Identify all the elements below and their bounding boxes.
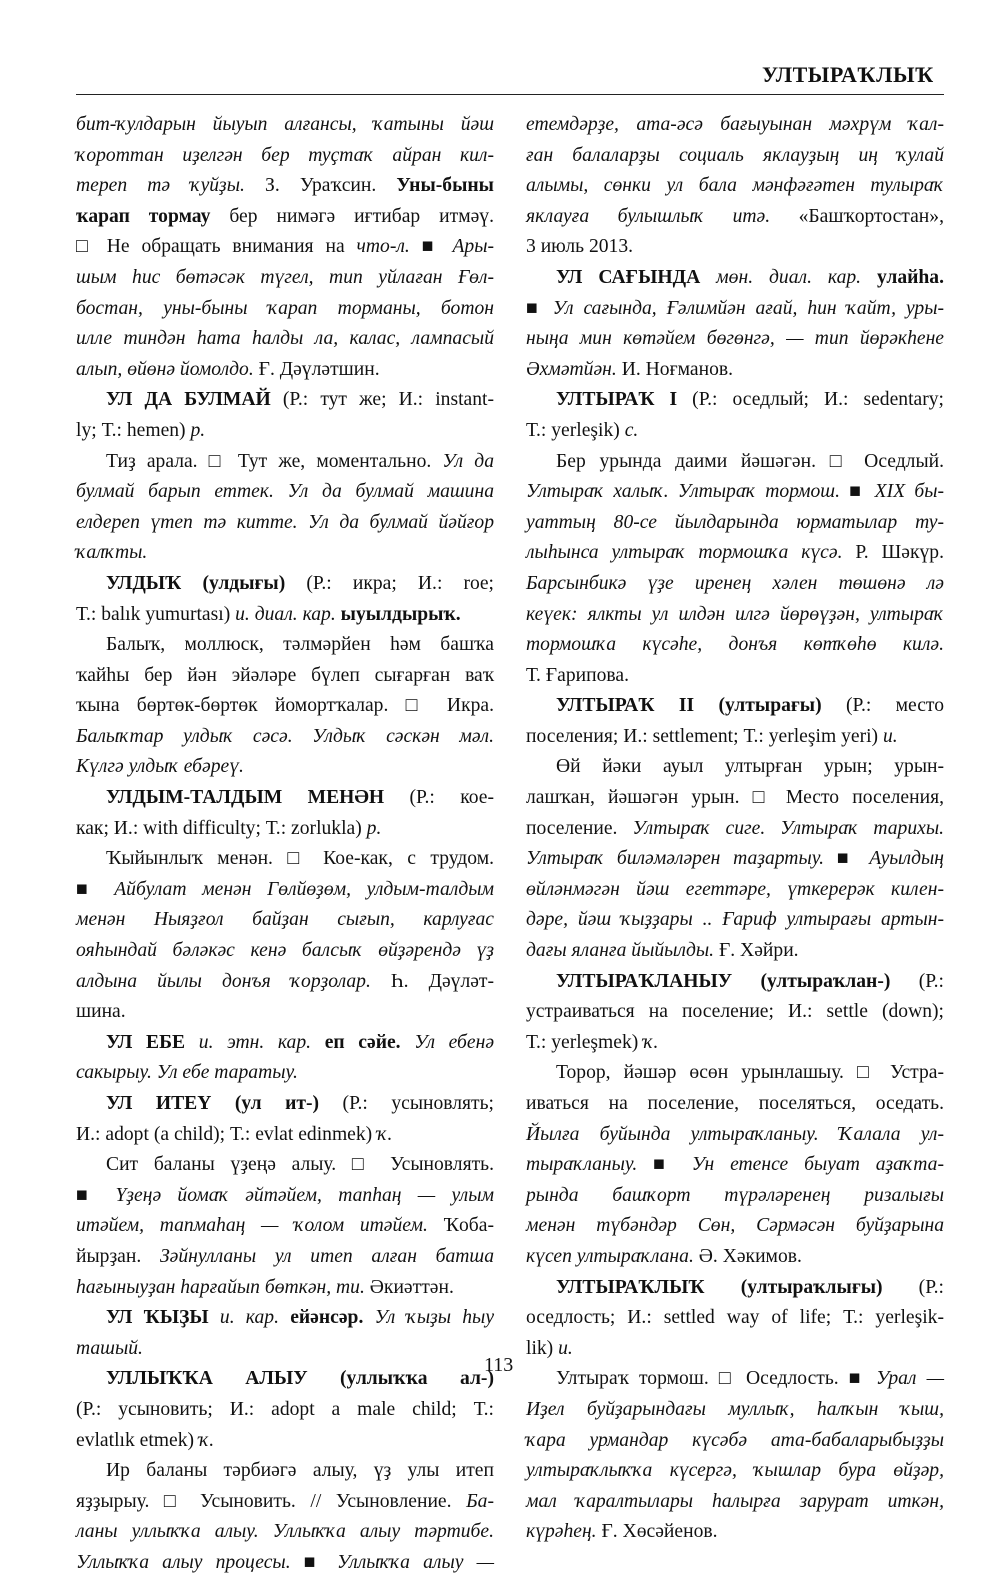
italic-text: менән Ныяҙғол байҙан сығып, карлуғас bbox=[76, 909, 494, 931]
italic-text: өйләнмәгән йәш егеттәре, үткерерәк килен- bbox=[526, 878, 944, 900]
italic-text: Уллыҡҡа алыу процесы. bbox=[76, 1551, 304, 1573]
italic-text: күсеп ултыраҡлана. bbox=[526, 1245, 699, 1267]
text-line bbox=[76, 752, 494, 783]
italic-text: алып, өйөнә йомолдо. bbox=[76, 358, 259, 380]
text-line bbox=[526, 1487, 944, 1518]
text-line bbox=[76, 508, 494, 539]
italic-text: ныңа мин көтәйем бөгөнгә, — тип йөрәкһене bbox=[526, 328, 944, 350]
italic-text: ташый. bbox=[76, 1337, 143, 1359]
text-line bbox=[526, 875, 944, 906]
header-rule bbox=[76, 94, 944, 95]
text-run: (Р.: икра; И.: roe; bbox=[285, 572, 494, 594]
italic-text: ҡ. bbox=[198, 1429, 215, 1451]
text-run bbox=[209, 1307, 220, 1328]
italic-text: р. bbox=[366, 817, 382, 839]
italic-text: Ул да bbox=[442, 450, 495, 472]
text-line bbox=[76, 661, 494, 692]
text-line bbox=[526, 1517, 944, 1548]
text-run: Тиҙ арала. □ Тут же, моментально. bbox=[106, 450, 443, 472]
page-number: 113 bbox=[484, 1354, 514, 1376]
text-line bbox=[526, 1181, 944, 1212]
text-run: поселения; И.: settlement; Т.: yerleşim yeri) bbox=[526, 725, 883, 747]
italic-text: Ул ебенә bbox=[414, 1031, 495, 1053]
text-line bbox=[76, 1181, 494, 1212]
text-line bbox=[76, 1548, 494, 1579]
italic-text: р. bbox=[190, 419, 206, 441]
headword: УЛТЫРАҠ I bbox=[556, 389, 678, 411]
italic-text: ҡалҡты. bbox=[76, 542, 148, 564]
italic-text: и. bbox=[558, 1337, 573, 1359]
text-line bbox=[76, 1058, 494, 1089]
text-line bbox=[526, 661, 944, 692]
text-line bbox=[76, 600, 494, 631]
italic-text: Ултыраҡ халыҡ. Ултыраҡ тормош. bbox=[526, 481, 850, 503]
italic-text: лыһынса ултыраҡ тормошҡа күсә. bbox=[526, 542, 856, 564]
italic-text: ланы уллыҡҡа алыу. Уллыҡҡа алыу тәртибе. bbox=[76, 1521, 494, 1543]
text-line bbox=[76, 569, 494, 600]
italic-text: итәйем, тапмаһаң — ҡолом итәйем. bbox=[76, 1215, 444, 1237]
text-run bbox=[279, 1307, 290, 1328]
text-run: (Р.: оседлый; И.: sedentary; bbox=[677, 389, 945, 411]
text-run: (Р.: bbox=[890, 970, 945, 992]
text-line bbox=[526, 905, 944, 936]
text-run: 3 июль 2013. bbox=[526, 236, 634, 258]
text-run: ■ bbox=[409, 236, 453, 258]
text-line bbox=[526, 110, 944, 141]
text-line bbox=[76, 385, 494, 416]
italic-text: кеүек: ялкты ул илдән илгә йөрөүҙән, ултыраҡ bbox=[526, 603, 944, 625]
text-line bbox=[526, 1426, 944, 1457]
headword: УЛДЫҠ (улдығы) bbox=[106, 572, 286, 594]
italic-text: Ба- bbox=[466, 1490, 494, 1512]
text-run: Ултыраҡ тормош. □ Оседлость. ■ bbox=[556, 1368, 876, 1390]
text-run: Һ. Дәүләт- bbox=[390, 970, 495, 992]
italic-text: ҡ. bbox=[643, 1031, 659, 1053]
text-run bbox=[311, 1032, 325, 1053]
text-line bbox=[76, 1273, 494, 1304]
text-run bbox=[363, 1307, 374, 1328]
text-line bbox=[526, 1303, 944, 1334]
italic-text: һағыныуҙан һарғайып бөткән, ти. bbox=[76, 1276, 370, 1298]
text-run bbox=[861, 267, 877, 288]
text-line bbox=[76, 110, 494, 141]
italic-text: алымы, сөнки ул бала мәнфәғәтен тулыраҡ bbox=[526, 175, 944, 197]
text-line bbox=[526, 1028, 944, 1059]
text-line bbox=[76, 691, 494, 722]
italic-text: етемдәрҙе, ата-әсә бағыуынан мәхрүм ҡал- bbox=[526, 114, 944, 135]
headword: ыуылдырыҡ. bbox=[340, 603, 461, 625]
text-line bbox=[76, 1303, 494, 1334]
text-line bbox=[526, 1150, 944, 1181]
italic-text: ҡороттан иҙелгән бер туҫтаҡ айран кил- bbox=[76, 144, 494, 166]
text-line bbox=[526, 232, 944, 263]
text-line bbox=[76, 1517, 494, 1548]
text-line bbox=[526, 447, 944, 478]
text-line bbox=[526, 814, 944, 845]
text-line bbox=[526, 1364, 944, 1395]
text-run bbox=[185, 1032, 199, 1053]
text-line bbox=[76, 997, 494, 1028]
text-line bbox=[76, 263, 494, 294]
text-run: evlatlık etmek) bbox=[76, 1429, 199, 1451]
text-line bbox=[76, 171, 494, 202]
italic-text: алдына йылы донъя ҡорҙолар. bbox=[76, 970, 391, 992]
text-line bbox=[76, 1364, 494, 1395]
text-run bbox=[700, 267, 716, 288]
text-line bbox=[526, 997, 944, 1028]
italic-text: тыраҡланыу. bbox=[526, 1154, 654, 1176]
headword: УЛ САҒЫНДА bbox=[556, 266, 701, 288]
text-run: И.: adopt (a child); Т.: evlat edinmek) bbox=[76, 1123, 378, 1145]
text-line bbox=[76, 294, 494, 325]
left-column bbox=[76, 110, 494, 1579]
text-line bbox=[76, 967, 494, 998]
italic-text: ояһындай бәләкәс кенә балсыҡ өйҙәрендә үҙ bbox=[76, 940, 494, 962]
italic-text: с. bbox=[624, 419, 639, 441]
text-run: Сит баланы үҙеңә алыу. □ Усыновлять. bbox=[106, 1154, 494, 1176]
text-run: Т. Ғарипова. bbox=[526, 664, 629, 686]
text-run: иваться на поселение, поселяться, оседать. bbox=[526, 1093, 944, 1114]
text-line bbox=[76, 1456, 494, 1487]
italic-text: Уллыҡҡа алыу — bbox=[336, 1551, 494, 1573]
text-run: □ Не обращать внимания на bbox=[76, 236, 357, 258]
italic-text: рында башҡорт түрәләренең ризалығы bbox=[526, 1184, 944, 1206]
text-line bbox=[76, 202, 494, 233]
italic-text: Урал — bbox=[875, 1368, 944, 1390]
italic-text: и. этн. кар. bbox=[198, 1031, 312, 1053]
text-run: Т.: yerleşmek) bbox=[526, 1031, 644, 1053]
italic-text: Ултыраҡ биләмәләрен таҙартыу. bbox=[526, 848, 837, 870]
text-run: устраиваться на поселение; И.: settle (down); bbox=[526, 1001, 944, 1023]
headword: УЛТЫРАҠЛЫҠ (ултыраҡлығы) bbox=[556, 1276, 883, 1298]
headword: Уны-быны bbox=[396, 175, 494, 197]
headword: ейәнсәр. bbox=[290, 1307, 364, 1329]
text-run: Торор, йәшәр өсөн урынлашыу. □ Устра- bbox=[556, 1062, 944, 1084]
text-run: как; И.: with difficulty; Т.: zorlukla) bbox=[76, 817, 367, 839]
italic-text: ған балаларҙы социаль яклауҙың иң ҡулай bbox=[526, 144, 944, 166]
italic-text: Ары- bbox=[452, 236, 494, 258]
text-run: ■ bbox=[653, 1154, 692, 1176]
italic-text: бостан, уны-быны ҡарап торманы, ботон bbox=[76, 297, 494, 319]
text-line bbox=[526, 630, 944, 661]
text-line bbox=[526, 324, 944, 355]
italic-text: Йылға буйында ултыраҡланыу. Ҡалала ул- bbox=[526, 1123, 944, 1145]
text-line bbox=[526, 171, 944, 202]
text-line bbox=[526, 569, 944, 600]
text-run: Ҡоба- bbox=[443, 1215, 494, 1237]
italic-text: и. диал. кар. bbox=[235, 603, 341, 625]
text-run: «Башҡортостан», bbox=[798, 205, 944, 227]
text-run: ■ bbox=[76, 878, 115, 900]
text-line bbox=[526, 1334, 944, 1365]
headword: УЛ ҠЫҘЫ bbox=[106, 1307, 209, 1329]
text-line bbox=[526, 722, 944, 753]
text-line bbox=[526, 202, 944, 233]
text-line bbox=[526, 1242, 944, 1273]
headword: УЛТЫРАҠЛАНЫУ (ултыраҡлан-) bbox=[556, 970, 891, 992]
text-line bbox=[526, 844, 944, 875]
text-run: ҡайһы бер йән эйәләре бүлеп сығарған ваҡ bbox=[76, 664, 494, 686]
italic-text: күрәһең. bbox=[526, 1521, 602, 1543]
italic-text: что-л. bbox=[356, 236, 410, 258]
italic-text: дағы яланға йыйылды. bbox=[526, 940, 719, 962]
text-line bbox=[526, 477, 944, 508]
text-line bbox=[76, 1395, 494, 1426]
italic-text: шым һис бөтәсәк түгел, тип уйлаған Ғөл- bbox=[76, 266, 494, 288]
text-line bbox=[76, 355, 494, 386]
headword: улайһа. bbox=[877, 266, 944, 288]
headword: УЛДЫМ-ТАЛДЫМ МЕНӘН bbox=[106, 787, 385, 809]
text-run: шина. bbox=[76, 1001, 126, 1023]
italic-text: ултыраҡлыҡҡа күсергә, ҡышлар бура өйҙәр, bbox=[526, 1460, 944, 1482]
text-line bbox=[76, 1028, 494, 1059]
italic-text: тормошҡа күсәһе, донъя көтҡөһө килә. bbox=[526, 634, 944, 656]
text-run: ■ bbox=[526, 297, 553, 319]
text-run: ■ bbox=[849, 481, 875, 503]
italic-text: мөн. диал. кар. bbox=[716, 266, 862, 288]
headword: УЛТЫРАҠ II (ултырағы) bbox=[556, 695, 822, 717]
text-run: йырҙан. bbox=[76, 1245, 160, 1267]
text-line bbox=[526, 294, 944, 325]
text-run: Ғ. Хөсәйенов. bbox=[601, 1521, 718, 1543]
text-line bbox=[526, 263, 944, 294]
text-run: ly; Т.: hemen) bbox=[76, 419, 191, 441]
text-line bbox=[526, 141, 944, 172]
text-line bbox=[76, 1089, 494, 1120]
text-line bbox=[76, 783, 494, 814]
italic-text: менән түбәндәр Сөн, Сәрмәсән буйҙарына bbox=[526, 1215, 944, 1237]
text-line bbox=[76, 936, 494, 967]
text-line bbox=[76, 875, 494, 906]
running-head: УЛТЫРАҠЛЫҠ bbox=[762, 62, 934, 87]
text-line bbox=[526, 1456, 944, 1487]
italic-text: Ауылдың bbox=[869, 848, 944, 870]
text-line bbox=[76, 722, 494, 753]
text-line bbox=[526, 600, 944, 631]
text-run: ҡына бөртөк-бөртөк йомортҡалар. □ Икра. bbox=[76, 695, 494, 717]
text-line bbox=[76, 1211, 494, 1242]
italic-text: Айбулат менән Гөлйөҙөм, улдым-талдым bbox=[114, 878, 494, 900]
italic-text: Зәйнулланы ул итеп алған батша bbox=[159, 1245, 494, 1267]
text-line bbox=[526, 538, 944, 569]
text-run: Ғ. Дәүләтшин. bbox=[258, 358, 380, 380]
italic-text: бит-ҡулдарын йыуып алғансы, ҡатыны йәш bbox=[76, 114, 494, 135]
italic-text: тереп тә ҡуйҙы. bbox=[76, 175, 265, 197]
text-line bbox=[76, 447, 494, 478]
text-run: Р. Шәкүр. bbox=[855, 542, 945, 564]
text-line bbox=[76, 814, 494, 845]
text-run: (Р.: усыновлять; bbox=[319, 1093, 494, 1114]
italic-text: булмай барып еттек. Ул да булмай машина bbox=[76, 481, 494, 503]
text-line bbox=[526, 1211, 944, 1242]
text-run: Балыҡ, моллюск, тәлмәрйен һәм башҡа bbox=[106, 634, 494, 656]
text-line bbox=[76, 905, 494, 936]
text-run: Ә. Хәкимов. bbox=[698, 1245, 802, 1267]
text-line bbox=[526, 967, 944, 998]
headword: еп сәйе. bbox=[324, 1031, 401, 1053]
text-run: (Р.: усыновить; И.: adopt a male child; Т.: bbox=[76, 1398, 494, 1420]
text-run: Әкиәттән. bbox=[369, 1276, 454, 1298]
text-run: бер нимәгә иғтибар итмәү. bbox=[210, 205, 494, 227]
right-column bbox=[526, 110, 944, 1548]
text-run: лашҡан, йәшәгән урын. □ Место поселения, bbox=[526, 787, 944, 809]
text-run: поселение. bbox=[526, 817, 633, 839]
text-line bbox=[76, 477, 494, 508]
text-line bbox=[76, 324, 494, 355]
text-line bbox=[526, 691, 944, 722]
text-run: яҙҙырыу. □ Усыновить. // Усыновление. bbox=[76, 1490, 467, 1512]
text-line bbox=[526, 508, 944, 539]
text-run: Ғ. Хәйри. bbox=[718, 940, 799, 962]
text-line bbox=[76, 630, 494, 661]
text-run: lik) bbox=[526, 1337, 559, 1359]
italic-text: и. кар. bbox=[219, 1307, 279, 1329]
italic-text: Ул сағында, Ғәлимйән ағай, һин ҡайт, уры- bbox=[552, 297, 944, 319]
text-run: И. Ноғманов. bbox=[621, 358, 734, 380]
text-run: Т.: balık yumurtası) bbox=[76, 603, 236, 625]
italic-text: XIX бы- bbox=[874, 481, 945, 503]
headword: УЛ ДА БУЛМАЙ bbox=[106, 389, 271, 411]
text-run: ■ bbox=[76, 1184, 116, 1206]
text-line bbox=[526, 1089, 944, 1120]
text-line bbox=[76, 1334, 494, 1365]
text-line bbox=[526, 1120, 944, 1151]
italic-text: Әхмәтйән. bbox=[526, 358, 622, 380]
text-line bbox=[526, 1058, 944, 1089]
text-run: Ир баланы тәрбиәгә алыу, үҙ улы итеп bbox=[106, 1460, 494, 1482]
text-line bbox=[526, 1395, 944, 1426]
text-run: З. Ураҡсин. bbox=[265, 175, 397, 197]
headword: УЛ ИТЕҮ (ул ит-) bbox=[106, 1093, 320, 1114]
italic-text: ҡара урмандар күсәбә ата-бабаларыбыҙҙы bbox=[526, 1429, 944, 1451]
text-line bbox=[76, 538, 494, 569]
italic-text: яклауға булышлыҡ итә. bbox=[526, 205, 799, 227]
text-run: оседлость; И.: settled way of life; Т.: yerleşik- bbox=[526, 1307, 944, 1329]
headword: УЛ ЕБЕ bbox=[106, 1031, 186, 1053]
italic-text: илле тиндән һата һалды ла, калас, лампасый bbox=[76, 328, 494, 350]
text-line bbox=[76, 1150, 494, 1181]
text-line bbox=[76, 232, 494, 263]
text-line bbox=[526, 355, 944, 386]
italic-text: дәре, йәш ҡыҙҙары .. Ғариф ултырағы артын- bbox=[526, 909, 944, 931]
text-line bbox=[76, 1487, 494, 1518]
text-line bbox=[526, 752, 944, 783]
italic-text: Иҙел буйҙарындағы муллыҡ, һалҡын ҡыш, bbox=[526, 1398, 944, 1420]
text-line bbox=[76, 844, 494, 875]
italic-text: и. bbox=[882, 725, 898, 747]
italic-text: Ун етенсе быуат аҙаҡта- bbox=[691, 1154, 944, 1176]
text-line bbox=[526, 385, 944, 416]
text-run: Т.: yerleşik) bbox=[526, 419, 625, 441]
text-line bbox=[76, 1120, 494, 1151]
text-line bbox=[76, 1242, 494, 1273]
italic-text: Балыҡтар улдыҡ сәсә. Улдыҡ сәскән мәл. bbox=[76, 725, 494, 747]
text-run bbox=[401, 1032, 415, 1053]
italic-text: Барсынбикә үҙе иренең хәлен төшөнә лә bbox=[526, 572, 944, 594]
italic-text: Ул ҡыҙы һыу bbox=[374, 1307, 495, 1329]
text-line bbox=[526, 783, 944, 814]
italic-text: елдереп үтеп тә китте. Ул да булмай йәйғор bbox=[76, 511, 494, 533]
italic-text: Үҙеңә йомаҡ әйтәйем, тапһаң — улым bbox=[115, 1184, 494, 1206]
text-run: (Р.: bbox=[882, 1276, 944, 1298]
text-line bbox=[526, 1273, 944, 1304]
italic-text: Күлгә улдыҡ ебәреү. bbox=[76, 756, 244, 778]
text-line bbox=[526, 936, 944, 967]
text-run: ■ bbox=[303, 1551, 337, 1573]
italic-text: Ултыраҡ сиге. Ултыраҡ тарихы. bbox=[632, 817, 944, 839]
italic-text: ҡ. bbox=[377, 1123, 393, 1145]
headword: ҡарап тормау bbox=[76, 205, 211, 227]
text-line bbox=[526, 416, 944, 447]
italic-text: сакырыу. Ул ебе таратыу. bbox=[76, 1062, 298, 1084]
text-run: Бер урында даими йәшәгән. □ Оседлый. bbox=[556, 450, 944, 472]
text-line bbox=[76, 141, 494, 172]
text-run: (Р.: место bbox=[821, 695, 945, 717]
text-run: ■ bbox=[836, 848, 870, 870]
text-run: (Р.: тут же; И.: instant- bbox=[270, 389, 494, 411]
text-line bbox=[76, 416, 494, 447]
text-run: Өй йәки ауыл ултырған урын; урын- bbox=[556, 756, 944, 778]
headword: УЛЛЫҠҠА АЛЫУ (уллыҡҡа ал-) bbox=[106, 1368, 494, 1390]
text-line bbox=[76, 1426, 494, 1457]
italic-text: уаттың 80-се йылдарында юрматылар ту- bbox=[526, 511, 944, 533]
italic-text: мал ҡаралтылары һалырға зарурат иткән, bbox=[526, 1490, 944, 1512]
text-run: (Р.: кое- bbox=[384, 787, 494, 809]
text-run: Ҡыйынлыҡ менән. □ Кое-как, с трудом. bbox=[106, 848, 494, 870]
